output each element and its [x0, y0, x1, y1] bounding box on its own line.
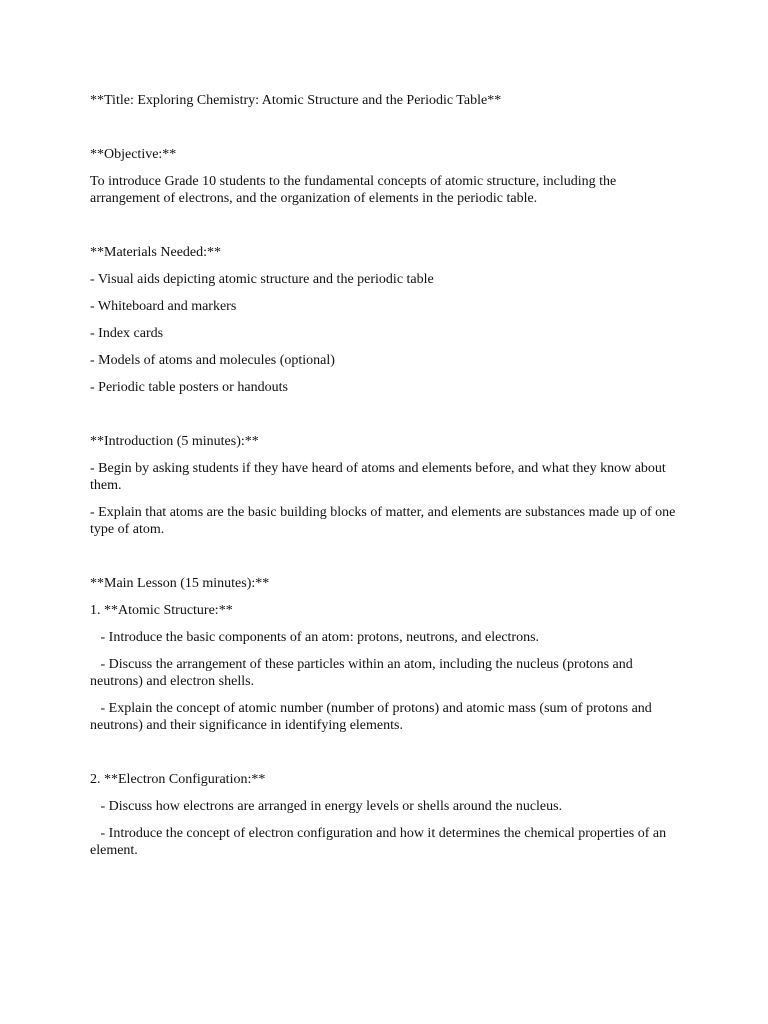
- list-item: - Introduce the basic components of an atom: protons, neutrons, and electrons.: [90, 630, 540, 645]
- list-item: - Index cards: [90, 326, 164, 341]
- list-item: - Whiteboard and markers: [90, 299, 237, 314]
- atomic-structure-heading: 1. **Atomic Structure:**: [90, 603, 233, 618]
- electron-configuration-heading: 2. **Electron Configuration:**: [90, 772, 266, 787]
- list-item: - Explain the concept of atomic number (number of protons) and atomic mass (sum of protons and neutrons) and their significance in identifying elements.: [90, 701, 656, 733]
- list-item: - Discuss the arrangement of these particles within an atom, including the nucleus (protons and neutrons) and electron shells.: [90, 657, 637, 689]
- main-lesson-heading: **Main Lesson (15 minutes):**: [90, 576, 270, 591]
- document-title: **Title: Exploring Chemistry: Atomic Structure and the Periodic Table**: [90, 93, 502, 108]
- list-item: - Periodic table posters or handouts: [90, 380, 288, 395]
- objective-text: To introduce Grade 10 students to the fundamental concepts of atomic structure, including the arrangement of electrons, and the organization of elements in the periodic table.: [90, 174, 617, 206]
- list-item: - Visual aids depicting atomic structure and the periodic table: [90, 272, 434, 287]
- list-item: - Models of atoms and molecules (optional): [90, 353, 335, 368]
- list-item: - Introduce the concept of electron configuration and how it determines the chemical properties of an element.: [90, 826, 670, 858]
- materials-heading: **Materials Needed:**: [90, 245, 222, 260]
- introduction-heading: **Introduction (5 minutes):**: [90, 434, 259, 449]
- objective-heading: **Objective:**: [90, 147, 177, 162]
- list-item: - Begin by asking students if they have heard of atoms and elements before, and what they know about them.: [90, 461, 666, 493]
- document-content: [90, 92, 680, 859]
- list-item: - Explain that atoms are the basic building blocks of matter, and elements are substances made up of one type of atom.: [90, 505, 676, 537]
- list-item: - Discuss how electrons are arranged in energy levels or shells around the nucleus.: [90, 799, 563, 814]
